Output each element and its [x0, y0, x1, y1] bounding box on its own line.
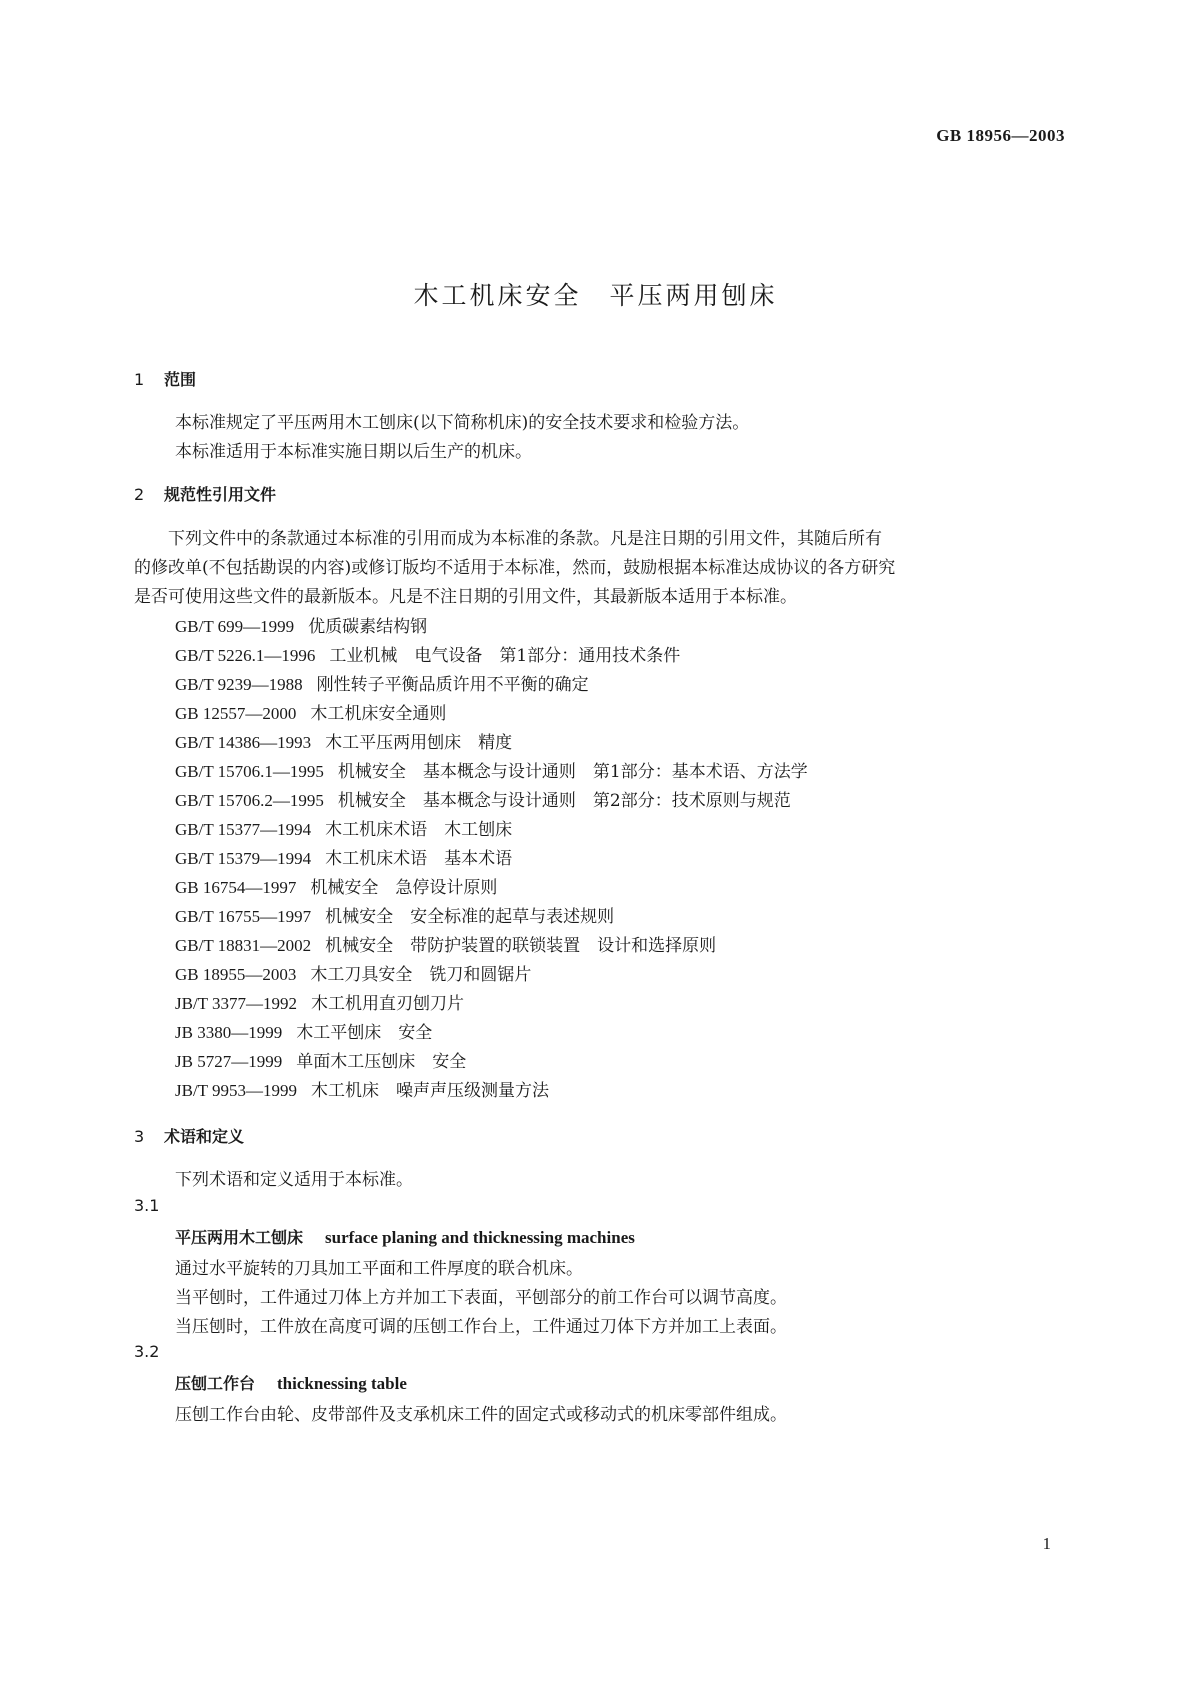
reference-code: GB/T 15377—1994 — [175, 820, 312, 839]
reference-item — [175, 728, 512, 753]
section-number: 2 — [134, 485, 145, 504]
term-heading — [175, 1225, 635, 1248]
section-title: 范围 — [164, 370, 197, 389]
section-number: 3 — [134, 1127, 145, 1146]
term-chinese: 平压两用木工刨床 — [175, 1228, 304, 1247]
reference-code: GB/T 9239—1988 — [175, 675, 303, 694]
reference-title: 木工机用直刃刨刀片 — [311, 994, 465, 1014]
reference-item — [175, 815, 512, 840]
reference-title: 机械安全 基本概念与设计通则 第2部分：技术原则与规范 — [337, 791, 791, 811]
section-title: 规范性引用文件 — [164, 485, 277, 504]
reference-code: JB/T 9953—1999 — [175, 1081, 298, 1100]
reference-code: GB 16754—1997 — [175, 878, 297, 897]
reference-title: 木工平刨床 安全 — [296, 1023, 433, 1043]
page-number: 1 — [1042, 1534, 1051, 1553]
reference-title: 机械安全 带防护装置的联锁装置 设计和选择原则 — [325, 936, 717, 956]
reference-title: 机械安全 安全标准的起草与表述规则 — [325, 907, 615, 927]
reference-title: 木工刀具安全 铣刀和圆锯片 — [310, 965, 532, 985]
reference-item — [175, 670, 589, 695]
reference-item — [175, 1047, 466, 1072]
section-title: 术语和定义 — [164, 1127, 245, 1146]
term-definition-line: 压刨工作台由轮、皮带部件及支承机床工件的固定式或移动式的机床零部件组成。 — [175, 1405, 787, 1425]
term-definition-line: 当压刨时，工件放在高度可调的压刨工作台上，工件通过刀体下方并加工上表面。 — [175, 1317, 787, 1337]
section-1-heading — [134, 367, 196, 390]
reference-code: GB/T 699—1999 — [175, 617, 295, 636]
reference-code: GB/T 16755—1997 — [175, 907, 312, 926]
reference-item — [175, 786, 791, 811]
term-number: 3.1 — [134, 1196, 160, 1215]
reference-code: GB/T 15379—1994 — [175, 849, 312, 868]
reference-title: 木工机床术语 木工刨床 — [325, 820, 513, 840]
reference-code: GB/T 18831—2002 — [175, 936, 312, 955]
reference-item — [175, 989, 464, 1014]
term-english: thicknessing table — [277, 1374, 407, 1393]
reference-title: 优质碳素结构钢 — [308, 617, 428, 637]
term-heading — [175, 1371, 407, 1394]
paragraph: 本标准适用于本标准实施日期以后生产的机床。 — [175, 442, 532, 462]
reference-code: JB 3380—1999 — [175, 1023, 283, 1042]
term-definition-line: 通过水平旋转的刀具加工平面和工件厚度的联合机床。 — [175, 1259, 583, 1279]
reference-code: GB/T 15706.1—1995 — [175, 762, 324, 781]
reference-item — [175, 699, 446, 724]
term-chinese: 压刨工作台 — [175, 1374, 256, 1393]
reference-code: GB 12557—2000 — [175, 704, 297, 723]
reference-item — [175, 902, 614, 927]
reference-item — [175, 641, 680, 666]
reference-title: 木工机床术语 基本术语 — [325, 849, 513, 869]
reference-code: JB/T 3377—1992 — [175, 994, 298, 1013]
reference-item — [175, 612, 427, 637]
reference-title: 工业机械 电气设备 第1部分：通用技术条件 — [329, 646, 681, 666]
paragraph-line: 的修改单(不包括勘误的内容)或修订版均不适用于本标准，然而，鼓励根据本标准达成协议的各方研究 — [134, 558, 896, 578]
reference-item — [175, 757, 808, 782]
term-english: surface planing and thicknessing machines — [325, 1228, 635, 1247]
paragraph-line: 下列文件中的条款通过本标准的引用而成为本标准的条款。凡是注日期的引用文件，其随后所有 — [134, 529, 882, 549]
paragraph-line: 是否可使用这些文件的最新版本。凡是不注日期的引用文件，其最新版本适用于本标准。 — [134, 587, 797, 607]
reference-item — [175, 873, 497, 898]
reference-title: 机械安全 急停设计原则 — [310, 878, 498, 898]
reference-code: GB 18955—2003 — [175, 965, 297, 984]
reference-title: 木工机床 噪声声压级测量方法 — [311, 1081, 550, 1101]
term-number: 3.2 — [134, 1342, 160, 1361]
reference-title: 单面木工压刨床 安全 — [296, 1052, 467, 1072]
section-2-heading — [134, 482, 276, 505]
reference-code: GB/T 14386—1993 — [175, 733, 312, 752]
reference-title: 刚性转子平衡品质许用不平衡的确定 — [316, 675, 589, 695]
reference-item — [175, 1018, 432, 1043]
reference-item — [175, 960, 531, 985]
reference-code: GB/T 15706.2—1995 — [175, 791, 324, 810]
reference-title: 机械安全 基本概念与设计通则 第1部分：基本术语、方法学 — [337, 762, 808, 782]
reference-code: JB 5727—1999 — [175, 1052, 283, 1071]
reference-item — [175, 844, 512, 869]
reference-title: 木工平压两用刨床 精度 — [325, 733, 513, 753]
reference-title: 木工机床安全通则 — [310, 704, 447, 724]
paragraph: 本标准规定了平压两用木工刨床(以下简称机床)的安全技术要求和检验方法。 — [175, 413, 750, 433]
document-title: 木工机床安全 平压两用刨床 — [413, 281, 778, 310]
paragraph: 下列术语和定义适用于本标准。 — [175, 1170, 413, 1190]
term-definition-line: 当平刨时，工件通过刀体上方并加工下表面，平刨部分的前工作台可以调节高度。 — [175, 1288, 787, 1308]
section-number: 1 — [134, 370, 145, 389]
reference-item — [175, 931, 716, 956]
reference-item — [175, 1076, 549, 1101]
section-3-heading — [134, 1124, 244, 1147]
reference-code: GB/T 5226.1—1996 — [175, 646, 316, 665]
document-number: GB 18956—2003 — [936, 126, 1065, 145]
